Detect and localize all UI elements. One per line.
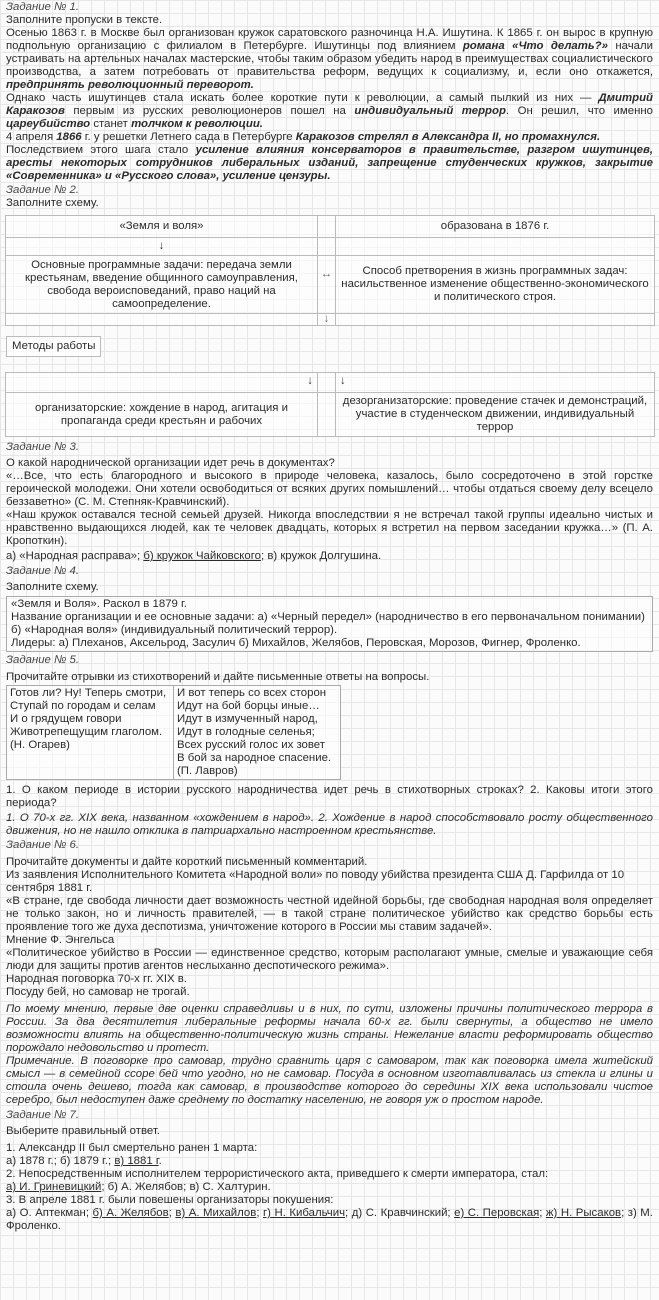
task-2	[6, 184, 653, 437]
task-3-answers: а) «Народная расправа»; б) кружок Чайковского; в) кружок Долгушина.	[6, 550, 382, 562]
schema-founded-1876: образована в 1876 г.	[336, 216, 655, 238]
task-1-paragraph-1: Осенью 1863 г. в Москве был организован кружок саратовского разночинца Н.А. Ишутина. К 1865 г. он вырос в крупную подпольную организацию с филиалом в Петербурге. Ишутинцы под влиянием романа «Что делать?» начали устраивать на артельных началах мастерские, чтобы таким образом убедить народ в преимуществах социалистического производства, а затем потребовать от правительства реформ, ведущих к социализму, и, если оно откажется, предпринять революционный переворот.	[6, 27, 653, 91]
task-6-doc2: «Политическое убийство в России — единственное средство, которым располагают умные, смелые и уважающие себя люди для защиты против агентов неслыханно деспотического режима».	[6, 947, 653, 972]
task-1-paragraph-4: Последствием этого шага стало усиление влияния консерваторов в правительстве, разгром ишутинцев, аресты некоторых сотрудников либеральных изданий, запрещение студенческих кружков, закрытие «Современника» и «Русского слова», усиление цензуры.	[6, 144, 653, 182]
task-3-quote-1: «…Все, что есть благородного и высокого в природе человека, казалось, было сосредоточено в этой горстке героической молодежи. Они хотели освободиться от всяких других помышлений… чтобы отдаться своему делу всецело беззаветно» (С. М. Степняк-Кравчинский).	[6, 470, 653, 508]
task-1-instruction: Заполните пропуски в тексте.	[6, 14, 163, 26]
task-5-header: Задание № 5.	[6, 654, 80, 666]
arrow-down-icon: ↓	[6, 238, 318, 256]
task-6-instruction: Прочитайте документы и дайте короткий письменный комментарий.	[6, 856, 368, 868]
task-4-header: Задание № 4.	[6, 565, 80, 577]
task-3	[6, 441, 653, 563]
arrow-down-icon: ↓	[307, 375, 313, 387]
schema-split-title: «Земля и Воля». Раскол в 1879 г.	[11, 598, 187, 610]
task-7-question-1: 1. Александр II был смертельно ранен 1 марта:	[6, 1142, 258, 1154]
task-6-answer: По моему мнению, первые две оценки справедливы и в них, по сути, изложены причины политического террора в России. За два десятилетия либеральные реформы начала 60-х гг. были свернуты, а общество не имело возможности влиять на общественно-политическую жизнь страны. Нежелание власти реформировать общество порождало недовольство и протест.	[6, 1003, 653, 1054]
task-6-doc1-title: Из заявления Исполнительного Комитета «Народной воли» по поводу убийства президента США Д. Гарфилда от 10 сентября 1881 г.	[6, 869, 625, 894]
page	[0, 1, 659, 1233]
task-7-question-2: 2. Непосредственным исполнителем террористического акта, приведшего к смерти императора, стал:	[6, 1168, 549, 1180]
task-5-instruction: Прочитайте отрывки из стихотворений и дайте письменные ответы на вопросы.	[6, 671, 430, 683]
correct-answer: в) 1881 г	[114, 1155, 159, 1167]
task-6-doc3-title: Народная поговорка 70-х гг. XIX в.	[6, 973, 187, 985]
task-7-answers-3: а) О. Аптекман; б) А. Желябов; в) А. Михайлов; г) Н. Кибальчич; д) С. Кравчинский; е) С. Перовская; ж) Н. Рысаков; з) М. Фроленко.	[6, 1207, 653, 1232]
task-5-answer: 1. О 70-х гг. XIX века, названном «хождением в народ». 2. Хождение в народ способствовало росту общественного движения, но не нашло отклика в патриархально настроенном крестьянстве.	[6, 812, 653, 837]
schema-table-bottom	[5, 372, 655, 437]
schema-organizational-methods: организаторские: хождение в народ, агитация и пропаганда среди крестьян и рабочих	[6, 393, 318, 437]
arrow-down-icon: ↓	[318, 314, 336, 326]
schema-program-tasks: Основные программные задачи: передача земли крестьянам, введение общинного самоуправления, свобода вероисповеданий, право наций на самоопределение.	[6, 256, 318, 314]
task-6-note: Примечание. В поговорке про самовар, трудно сравнить царя с самоваром, так как поговорка имела житейский смысл — в семейной ссоре бей что угодно, но не самовар. Посуда в основном изготавливалась из стекла и глины и стоила очень дешево, тогда как самовар, в производстве которого до середины XIX века использовали чистое серебро, был недоступен даже среднему по достатку населению, не говоря уж о простом народе.	[6, 1055, 653, 1106]
task-6-header: Задание № 6.	[6, 839, 80, 851]
schema-organizations: Название организации и ее основные задачи: а) «Черный передел» (народничество в его первоначальном понимании) б) «Народная воля» (индивидуальный политический террор).	[11, 611, 645, 636]
task-4-instruction: Заполните схему.	[6, 581, 99, 593]
task-6-doc1: «В стране, где свобода личности дает возможность честной идейной борьбы, где свободная народная воля определяет не только закон, но и личность правителей, — в такой стране политическое убийство как средство борьбы есть проявление того же духа деспотизма, уничтожение которого в России мы ставим задачей».	[6, 895, 653, 933]
task-1-paragraph-3: 4 апреля 1866 г. у решетки Летнего сада в Петербурге Каракозов стрелял в Александра II, но промахнулся.	[6, 131, 601, 143]
poem-lavrov: И вот теперь со всех сторон Идут на бой борцы иные… Идут в измученный народ, Идут в голодные селенья; Всех русский голос их зовет В бой за народное спасение. (П. Лавров)	[174, 686, 341, 780]
correct-answer: б) кружок Чайковского	[143, 550, 261, 562]
task-6-doc2-title: Мнение Ф. Энгельса	[6, 934, 115, 946]
task-4	[6, 565, 653, 652]
task-1	[6, 1, 653, 183]
schema-zemlya-i-volya: «Земля и воля»	[6, 216, 318, 238]
poems-table	[6, 685, 341, 780]
task-7	[6, 1109, 653, 1233]
correct-answer: а) И. Гриневицкий	[6, 1181, 102, 1193]
task-2-instruction: Заполните схему.	[6, 197, 99, 209]
task-3-quote-2: «Наш кружок оставался тесной семьей друзей. Никогда впоследствии я не встречал такой группы идеально чистых и нравственно выдающихся людей, как те человек двадцать, которых я встретил на первом заседании кружка…» (П. А. Кропоткин).	[6, 509, 653, 547]
schema-implementation-method: Способ претворения в жизнь программных задач: насильственное изменение общественно-экономического и политического строя.	[336, 256, 655, 314]
arrow-down-icon: ↓	[340, 375, 346, 387]
task-7-answers-1: а) 1878 г.; б) 1879 г.; в) 1881 г.	[6, 1155, 162, 1167]
task-6	[6, 839, 653, 1107]
task-1-header: Задание № 1.	[6, 1, 80, 13]
task-5-question: 1. О каком периоде в истории русского народничества идет речь в стихотворных строках? 2. Каковы итоги этого периода?	[6, 784, 653, 809]
schema-methods-box: Методы работы	[6, 336, 101, 357]
task-3-header: Задание № 3.	[6, 441, 80, 453]
task-7-instruction: Выберите правильный ответ.	[6, 1125, 160, 1137]
task-6-doc3: Посуду бей, но самовар не трогай.	[6, 986, 190, 998]
schema-table-top	[5, 215, 655, 326]
task-7-answers-2: а) И. Гриневицкий; б) А. Желябов; в) С. Халтурин.	[6, 1181, 271, 1193]
task-4-schema-box	[6, 596, 653, 652]
poem-ogarev: Готов ли? Ну! Теперь смотри, Ступай по городам и селам И о грядущем говори Животрепещущим глаголом. (Н. Огарев)	[7, 686, 174, 780]
arrow-both-icon: ↔	[318, 256, 336, 314]
schema-disorganizing-methods: дезорганизаторские: проведение стачек и демонстраций, участие в студенческом движении, индивидуальный террор	[336, 393, 655, 437]
task-7-header: Задание № 7.	[6, 1109, 80, 1121]
task-5	[6, 654, 653, 838]
task-2-header: Задание № 2.	[6, 184, 80, 196]
schema-leaders: Лидеры: а) Плеханов, Аксельрод, Засулич б) Михайлов, Желябов, Перовская, Морозов, Фигнер, Фроленко.	[11, 637, 581, 649]
task-1-paragraph-2: Однако часть ишутинцев стала искать более короткие пути к революции, а самый пылкий из них — Дмитрий Каракозов первым из русских революционеров пошел на индивидуальный террор. Он решил, что именно цареубийство станет толчком к революции.	[6, 92, 653, 130]
task-3-question: О какой народнической организации идет речь в документах?	[6, 457, 335, 469]
task-7-question-3: 3. В апреле 1881 г. были повешены организаторы покушения:	[6, 1194, 334, 1206]
